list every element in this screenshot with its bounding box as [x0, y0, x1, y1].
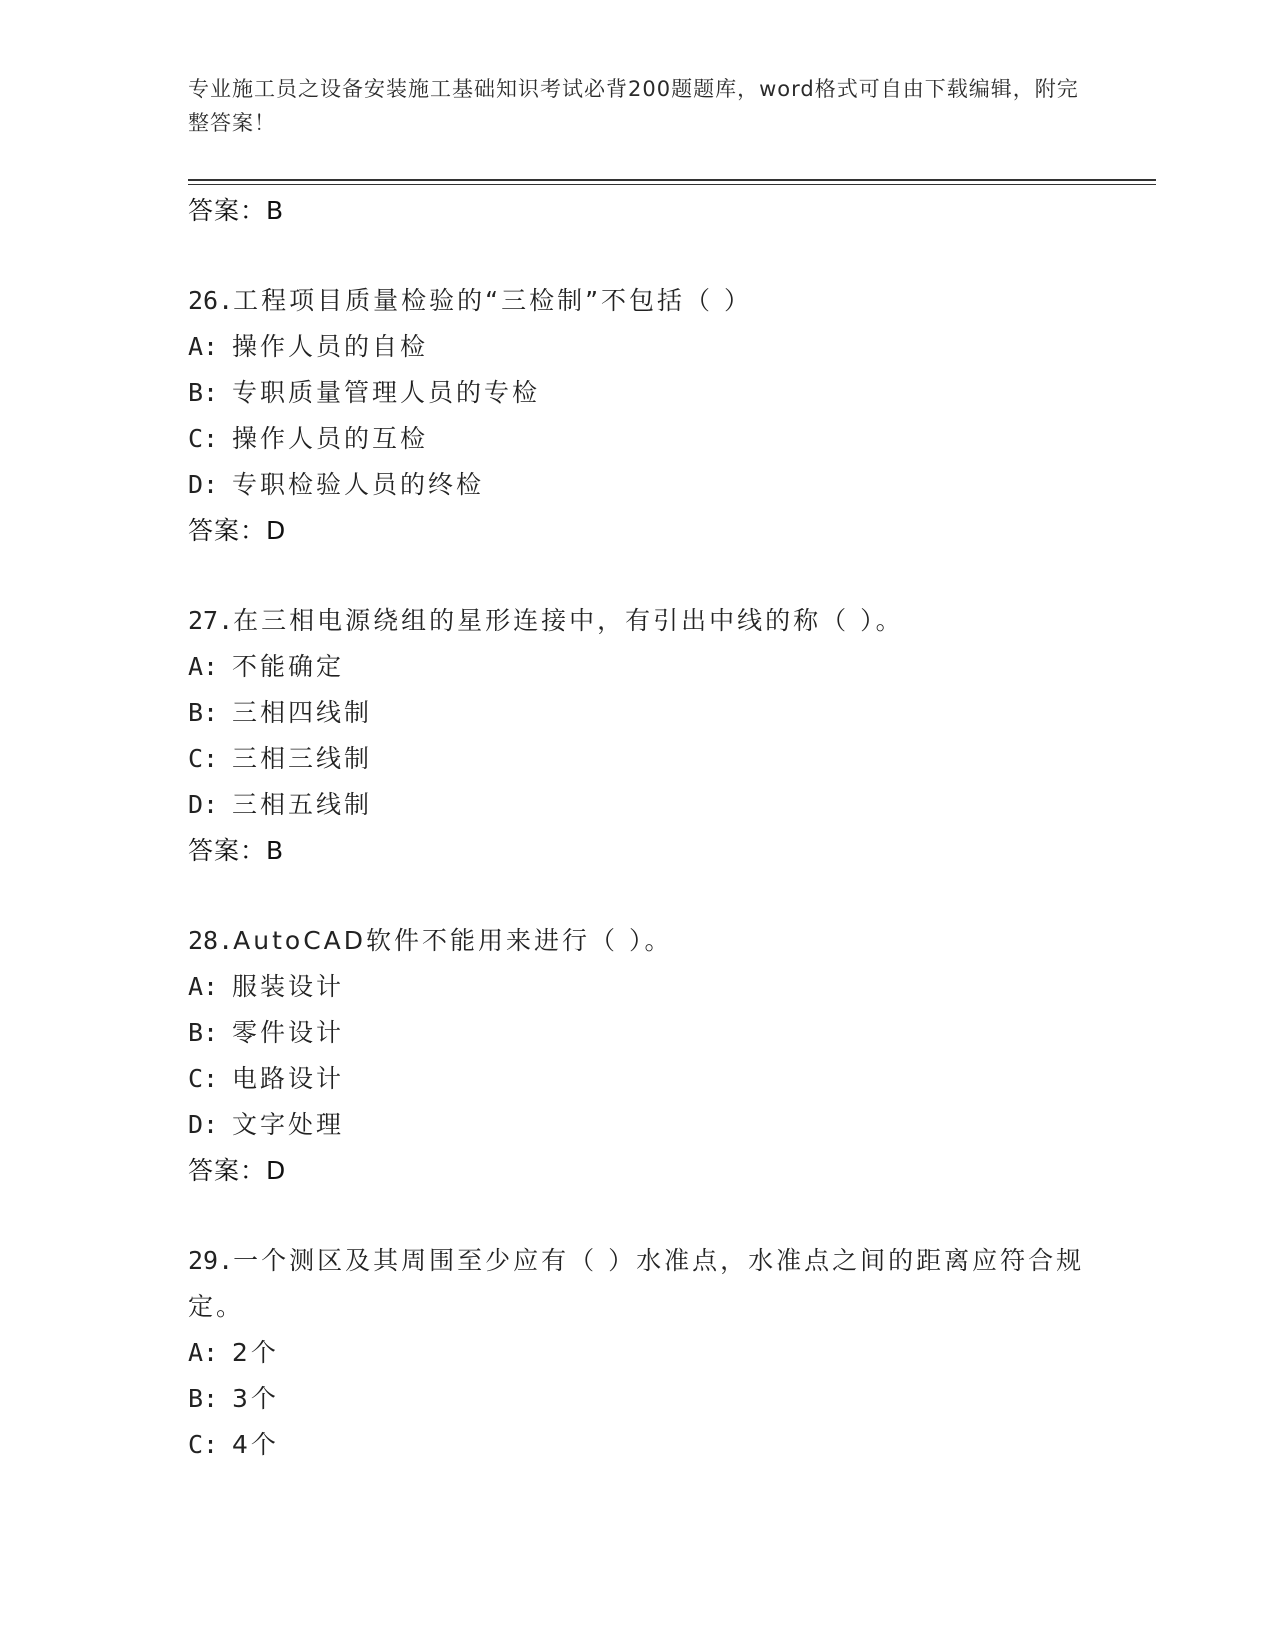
option-text: 4个	[232, 1430, 279, 1459]
option-key: C:	[188, 744, 219, 773]
document-header: 专业施工员之设备安装施工基础知识考试必背200题题库，word格式可自由下载编辑，附完整答案！	[188, 77, 1079, 135]
option-b	[188, 370, 1088, 416]
header-divider-thick	[188, 179, 1156, 181]
question-stem	[188, 278, 1088, 324]
option-text: 文字处理	[232, 1110, 345, 1139]
previous-answer: 答案：B	[188, 196, 285, 225]
option-b	[188, 1376, 1088, 1422]
option-a	[188, 644, 1088, 690]
option-text: 专职检验人员的终检	[232, 470, 485, 499]
question-item	[188, 598, 1088, 874]
option-key: A:	[188, 332, 219, 361]
option-key: D:	[188, 470, 219, 499]
question-number: 28.	[188, 926, 234, 955]
option-text: 三相五线制	[232, 790, 373, 819]
question-stem	[188, 918, 1088, 964]
option-key: B:	[188, 1018, 219, 1047]
option-key: B:	[188, 1384, 219, 1413]
option-text: 服装设计	[232, 972, 345, 1001]
option-d	[188, 782, 1088, 828]
option-key: C:	[188, 424, 219, 453]
option-c	[188, 1056, 1088, 1102]
option-a	[188, 324, 1088, 370]
option-key: A:	[188, 1338, 219, 1367]
option-text: 操作人员的互检	[232, 424, 429, 453]
question-text: 一个测区及其周围至少应有（ ）水准点，水准点之间的距离应符合规定。	[188, 1246, 1085, 1321]
option-text: 3个	[232, 1384, 279, 1413]
option-text: 三相四线制	[232, 698, 373, 727]
question-answer: 答案：D	[188, 1156, 287, 1185]
option-key: D:	[188, 790, 219, 819]
option-key: A:	[188, 972, 219, 1001]
option-c	[188, 1422, 1088, 1468]
question-answer: 答案：B	[188, 836, 285, 865]
question-answer: 答案：D	[188, 516, 287, 545]
option-text: 零件设计	[232, 1018, 345, 1047]
option-key: C:	[188, 1064, 219, 1093]
option-d	[188, 1102, 1088, 1148]
question-stem	[188, 598, 1088, 644]
question-text: AutoCAD软件不能用来进行（ ）。	[233, 926, 673, 955]
question-item	[188, 1238, 1088, 1468]
option-text: 不能确定	[232, 652, 345, 681]
option-a	[188, 1330, 1088, 1376]
option-c	[188, 416, 1088, 462]
option-text: 电路设计	[232, 1064, 345, 1093]
option-b	[188, 690, 1088, 736]
option-key: B:	[188, 378, 219, 407]
option-text: 三相三线制	[232, 744, 373, 773]
option-text: 操作人员的自检	[232, 332, 429, 361]
option-key: D:	[188, 1110, 219, 1139]
option-b	[188, 1010, 1088, 1056]
option-key: A:	[188, 652, 219, 681]
question-text: 在三相电源绕组的星形连接中，有引出中线的称（ ）。	[233, 606, 904, 635]
question-item	[188, 918, 1088, 1194]
question-number: 29.	[188, 1246, 234, 1275]
question-stem	[188, 1238, 1088, 1330]
option-key: C:	[188, 1430, 219, 1459]
option-text: 专职质量管理人员的专检	[232, 378, 541, 407]
header-divider-thin	[188, 184, 1156, 185]
option-d	[188, 462, 1088, 508]
option-c	[188, 736, 1088, 782]
option-a	[188, 964, 1088, 1010]
question-number: 26.	[188, 286, 234, 315]
question-list	[188, 188, 1088, 1468]
question-number: 27.	[188, 606, 234, 635]
option-text: 2个	[232, 1338, 279, 1367]
question-text: 工程项目质量检验的“三检制”不包括（ ）	[233, 286, 753, 315]
question-item	[188, 278, 1088, 554]
option-key: B:	[188, 698, 219, 727]
